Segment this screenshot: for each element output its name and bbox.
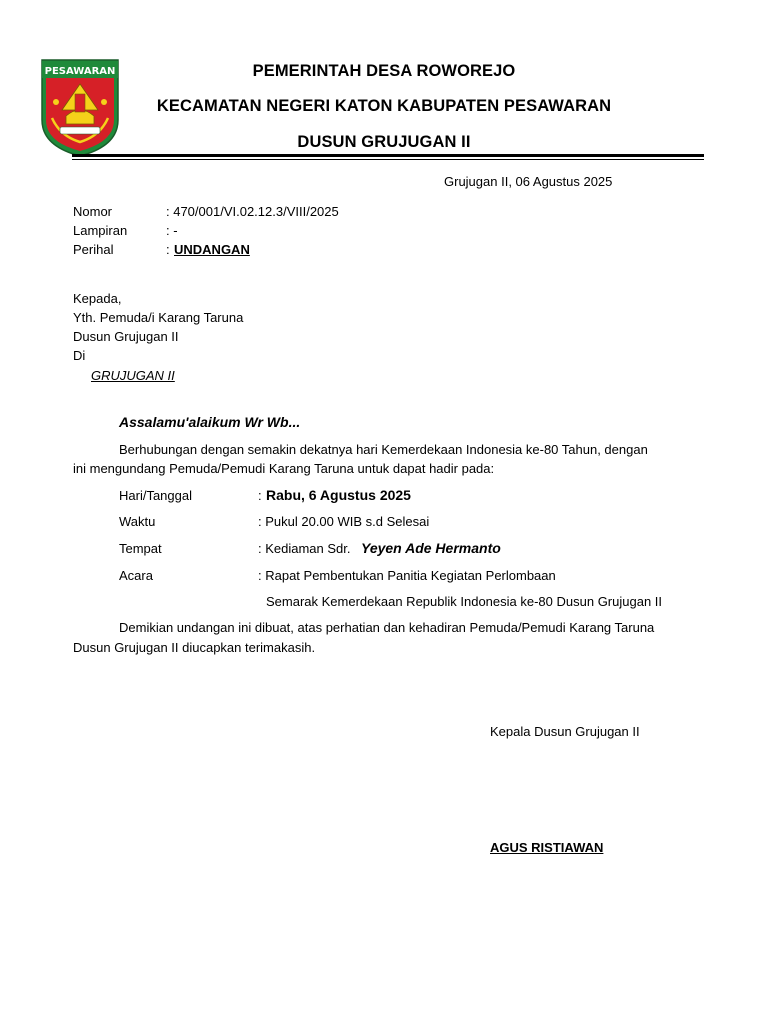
- acara-label: Acara: [119, 568, 153, 583]
- signature-name: AGUS RISTIAWAN: [490, 840, 604, 855]
- acara-value: : Rapat Pembentukan Panitia Kegiatan Perlombaan: [258, 568, 556, 583]
- letterhead-line-2: KECAMATAN NEGERI KATON KABUPATEN PESAWARAN: [156, 97, 612, 115]
- waktu-value: : Pukul 20.00 WIB s.d Selesai: [258, 514, 430, 529]
- hari-label: Hari/Tanggal: [119, 488, 192, 503]
- signature-title: Kepala Dusun Grujugan II: [490, 724, 640, 739]
- acara-value-2: Semarak Kemerdekaan Republik Indonesia ke-80 Dusun Grujugan II: [266, 594, 663, 609]
- recipient-line-2: Yth. Pemuda/i Karang Taruna: [73, 310, 244, 325]
- perihal-label: Perihal: [73, 242, 114, 257]
- recipient-line-5: GRUJUGAN II: [91, 368, 175, 383]
- letterhead-line-1: PEMERINTAH DESA ROWOREJO: [252, 62, 516, 80]
- recipient-line-1: Kepada,: [73, 291, 122, 306]
- hari-value: Rabu, 6 Agustus 2025: [266, 487, 411, 503]
- letterhead-line-3: DUSUN GRUJUGAN II: [297, 133, 471, 151]
- hari-colon: :: [258, 488, 262, 503]
- perihal-value: UNDANGAN: [174, 242, 250, 257]
- tempat-name: Yeyen Ade Hermanto: [361, 540, 501, 556]
- letterhead-rule-thick: [72, 154, 704, 157]
- closing-line-2: Dusun Grujugan II diucapkan terimakasih.: [73, 640, 316, 655]
- logo-text: PESAWARAN: [44, 66, 116, 77]
- letterhead-rule-thin: [72, 159, 704, 160]
- nomor-value: : 470/001/VI.02.12.3/VIII/2025: [166, 204, 339, 219]
- lampiran-label: Lampiran: [73, 223, 128, 238]
- nomor-label: Nomor: [73, 204, 113, 219]
- greeting: Assalamu'alaikum Wr Wb...: [119, 414, 301, 430]
- body-para1-line2: ini mengundang Pemuda/Pemudi Karang Taruna untuk dapat hadir pada:: [73, 461, 495, 476]
- waktu-label: Waktu: [119, 514, 156, 529]
- recipient-line-3: Dusun Grujugan II: [73, 329, 179, 344]
- lampiran-value: : -: [166, 223, 178, 238]
- tempat-prefix: : Kediaman Sdr.: [258, 541, 351, 556]
- recipient-line-4: Di: [73, 348, 86, 363]
- closing-line-1: Demikian undangan ini dibuat, atas perhatian dan kehadiran Pemuda/Pemudi Karang Taruna: [119, 620, 655, 635]
- place-date: Grujugan II, 06 Agustus 2025: [444, 174, 613, 189]
- tempat-label: Tempat: [119, 541, 162, 556]
- perihal-colon: :: [166, 242, 170, 257]
- body-para1-line1: Berhubungan dengan semakin dekatnya hari Kemerdekaan Indonesia ke-80 Tahun, dengan: [119, 442, 648, 457]
